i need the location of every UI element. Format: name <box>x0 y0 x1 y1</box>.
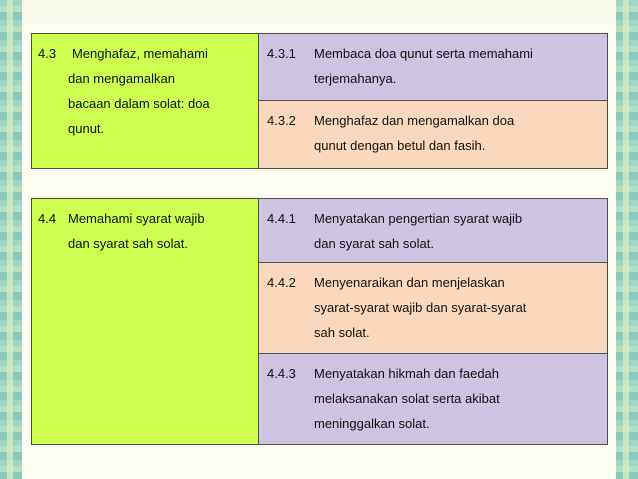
standard-line: qunut. <box>68 121 105 136</box>
standard-cell-4-4 <box>32 199 259 445</box>
objective-line: Menyatakan pengertian syarat wajib <box>314 211 523 226</box>
objective-number: 4.3.1 <box>267 46 296 61</box>
standard-table-4-3 <box>31 33 608 169</box>
objective-line: dan syarat sah solat. <box>314 236 434 251</box>
objective-line: meninggalkan solat. <box>314 416 430 431</box>
standard-line: dan mengamalkan <box>68 71 175 86</box>
left-decorative-border <box>0 0 22 479</box>
standard-number: 4.3 <box>38 46 57 61</box>
right-decorative-border <box>616 0 638 479</box>
objective-text <box>314 41 601 91</box>
objective-line: Menghafaz dan mengamalkan doa <box>314 113 515 128</box>
objective-line: terjemahanya. <box>314 71 397 86</box>
objective-text <box>314 108 601 158</box>
objective-line: Membaca doa qunut serta memahami <box>314 46 533 61</box>
objective-number: 4.4.2 <box>267 275 296 290</box>
standard-number: 4.4 <box>38 211 57 226</box>
top-band <box>22 0 616 24</box>
standard-line: dan syarat sah solat. <box>68 236 188 251</box>
objective-line: Menyatakan hikmah dan faedah <box>314 366 500 381</box>
standard-table-4-4 <box>31 198 608 445</box>
objective-number: 4.3.2 <box>267 113 296 128</box>
standard-line: Memahami syarat wajib <box>68 211 205 226</box>
standard-line: Menghafaz, memahami <box>72 46 208 61</box>
objective-line: syarat-syarat wajib dan syarat-syarat <box>314 300 527 315</box>
objective-line: qunut dengan betul dan fasih. <box>314 138 486 153</box>
standard-line: bacaan dalam solat: doa <box>68 96 210 111</box>
objective-text <box>314 361 601 436</box>
objective-text <box>314 206 601 256</box>
objective-cell-4-4-3 <box>259 354 608 445</box>
objective-cell-4-4-1 <box>259 199 608 263</box>
objective-line: melaksanakan solat serta akibat <box>314 391 500 406</box>
objective-number: 4.4.3 <box>267 366 296 381</box>
standard-cell-4-3 <box>32 34 259 169</box>
objective-number: 4.4.1 <box>267 211 296 226</box>
objective-cell-4-4-2 <box>259 263 608 354</box>
objective-cell-4-3-2 <box>259 101 608 169</box>
standard-text <box>68 41 252 66</box>
objective-line: Menyenaraikan dan menjelaskan <box>314 275 505 290</box>
objective-cell-4-3-1 <box>259 34 608 101</box>
objective-line: sah solat. <box>314 325 370 340</box>
standard-text <box>68 206 252 231</box>
objective-text <box>314 270 601 345</box>
